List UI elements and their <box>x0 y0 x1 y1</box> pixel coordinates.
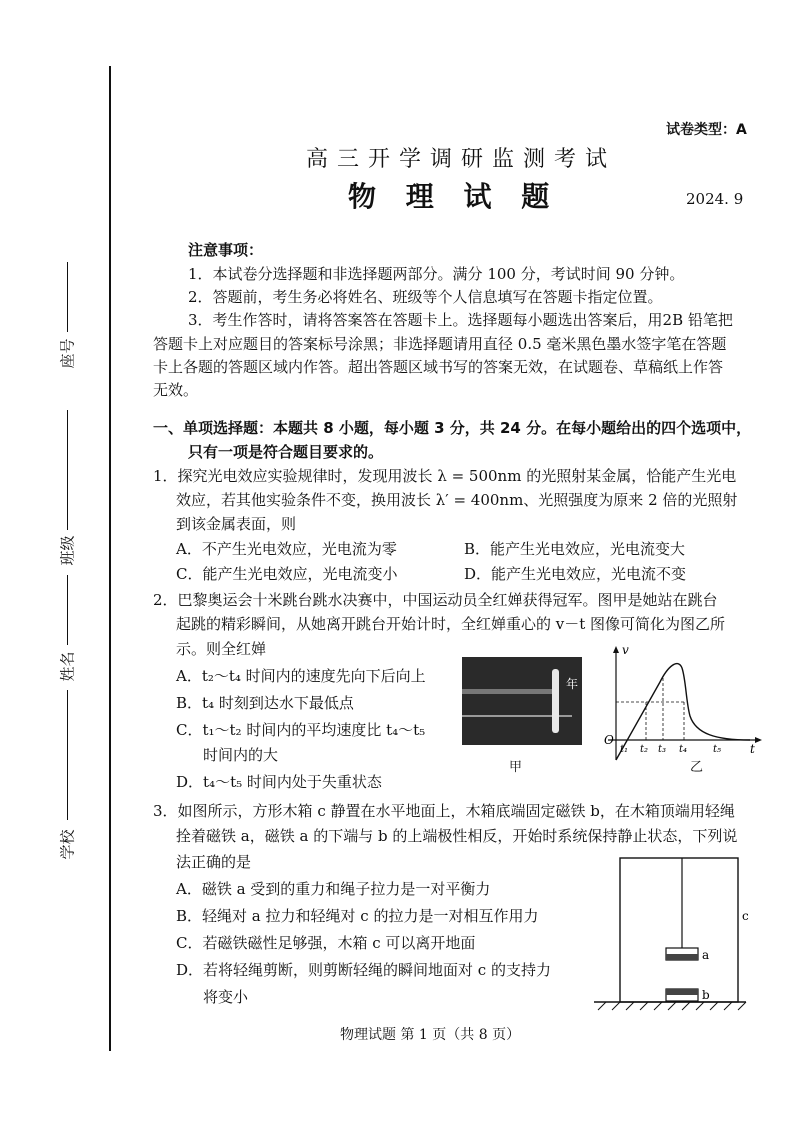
q3-option-d: D．若将轻绳剪断，则剪断轻绳的瞬间地面对 c 的支持力 <box>176 961 551 979</box>
q3-stem: 3．如图所示，方形木箱 c 静置在水平地面上，木箱底端固定磁铁 b，在木箱顶端用轻绳 <box>153 802 735 820</box>
q3-stem: 拴着磁铁 a，磁铁 a 的下端与 b 的上端极性相反，开始时系统保持静止状态，下列说 <box>176 827 738 845</box>
q1-option-b: B．能产生光电效应，光电流变大 <box>464 540 686 558</box>
q2-stem: 起跳的精彩瞬间，从她离开跳台开始计时，全红婵重心的 v－t 图像可简化为图乙所 <box>176 615 726 633</box>
q1-stem: 到该金属表面，则 <box>176 515 297 533</box>
exam-title: 高 三 开 学 调 研 监 测 考 试 <box>306 147 608 172</box>
name-underline <box>67 575 68 645</box>
section-heading: 一、单项选择题：本题共 8 小题，每小题 3 分，共 24 分。在每小题给出的四个选项中， <box>153 419 752 437</box>
t-axis-arrow <box>755 737 762 743</box>
notice-item-3: 3．考生作答时，请将答案答在答题卡上。选择题每小题选出答案后，用2B 铅笔把 <box>188 311 733 329</box>
q2-option-c-cont: 时间内的大 <box>203 746 279 764</box>
name-label: 姓名 <box>58 651 77 682</box>
q2-option-d: D．t₄～t₅ 时间内处于失重状态 <box>176 773 382 791</box>
q2-option-c: C．t₁～t₂ 时间内的平均速度比 t₄～t₅ <box>176 721 426 739</box>
notice-item-3-cont: 卡上各题的答题区域内作答。超出答题区域书写的答案无效，在试题卷、草稿纸上作答 <box>153 358 724 376</box>
binding-line <box>109 66 111 1051</box>
notice-item-1: 1．本试卷分选择题和非选择题两部分。满分 100 分，考试时间 90 分钟。 <box>188 265 685 283</box>
ground-hatching <box>598 1002 746 1010</box>
q3-option-b: B．轻绳对 a 拉力和轻绳对 c 的拉力是一对相互作用力 <box>176 907 539 925</box>
label-c: c <box>742 909 749 923</box>
q2-stem: 示。则全红婵 <box>176 640 267 658</box>
box-c <box>620 858 738 1002</box>
platform-bar <box>462 689 558 694</box>
figure-jia-label: 甲 <box>509 760 523 775</box>
diver-silhouette <box>552 669 559 733</box>
magnet-box-figure <box>590 852 750 1012</box>
t-axis-label: t <box>750 742 755 756</box>
notice-heading: 注意事项： <box>188 241 264 259</box>
label-b: b <box>702 988 710 1002</box>
school-underline <box>67 690 68 820</box>
tick-t3: t₃ <box>658 744 667 755</box>
q2-stem: 2．巴黎奥运会十米跳台跳水决赛中，中国运动员全红婵获得冠军。图甲是她站在跳台 <box>153 591 718 609</box>
figure-yi-label: 乙 <box>690 760 704 775</box>
q1-option-a: A．不产生光电效应，光电流为零 <box>176 540 397 558</box>
exam-date: 2024. 9 <box>686 190 744 208</box>
school-label: 学校 <box>58 829 77 860</box>
tick-t1: t₁ <box>620 744 629 755</box>
diving-photo <box>462 657 582 745</box>
class-underline <box>67 410 68 530</box>
notice-item-2: 2．答题前，考生务必将姓名、班级等个人信息填写在答题卡指定位置。 <box>188 288 663 306</box>
q1-stem: 效应，若其他实验条件不变，换用波长 λ′ = 400nm、光照强度为原来 2 倍的光照射 <box>176 491 738 509</box>
v-axis-label: v <box>622 643 629 657</box>
tick-t2: t₂ <box>640 744 649 755</box>
q2-option-b: B．t₄ 时刻到达水下最低点 <box>176 694 354 712</box>
q3-stem: 法正确的是 <box>176 853 252 871</box>
seat-underline <box>67 262 68 332</box>
v-axis-arrow <box>613 646 619 653</box>
vt-graph <box>600 640 765 770</box>
q3-option-d-cont: 将变小 <box>203 988 249 1006</box>
photo-caption-text: 年 <box>566 677 579 691</box>
tick-t5: t₅ <box>713 744 722 755</box>
q3-option-a: A．磁铁 a 受到的重力和绳子拉力是一对平衡力 <box>176 880 491 898</box>
magnet-b-upper <box>666 989 698 995</box>
class-label: 班级 <box>58 535 77 566</box>
label-a: a <box>702 948 710 962</box>
notice-item-3-cont: 无效。 <box>153 381 199 399</box>
subject-title: 物 理 试 题 <box>348 180 560 213</box>
q1-option-c: C．能产生光电效应，光电流变小 <box>176 565 398 583</box>
notice-item-3-cont: 答题卡上对应题目的答案标号涂黑；非选择题请用直径 0.5 毫米黑色墨水签字笔在答题 <box>153 335 727 353</box>
paper-type: 试卷类型：A <box>666 122 747 138</box>
q1-stem: 1．探究光电效应实验规律时，发现用波长 λ = 500nm 的光照射某金属，恰能产生光电 <box>153 467 737 485</box>
page-footer: 物理试题 第 1 页（共 8 页） <box>340 1027 521 1043</box>
q1-option-d: D．能产生光电效应，光电流不变 <box>464 565 687 583</box>
origin-label: O <box>604 733 614 747</box>
q2-option-a: A．t₂～t₄ 时间内的速度先向下后向上 <box>176 667 426 685</box>
q3-option-c: C．若磁铁磁性足够强，木箱 c 可以离开地面 <box>176 934 476 952</box>
magnet-a-lower <box>666 954 698 960</box>
seat-label: 座号 <box>58 338 77 369</box>
section-heading-cont: 只有一项是符合题目要求的。 <box>188 443 384 461</box>
tick-t4: t₄ <box>679 744 688 755</box>
